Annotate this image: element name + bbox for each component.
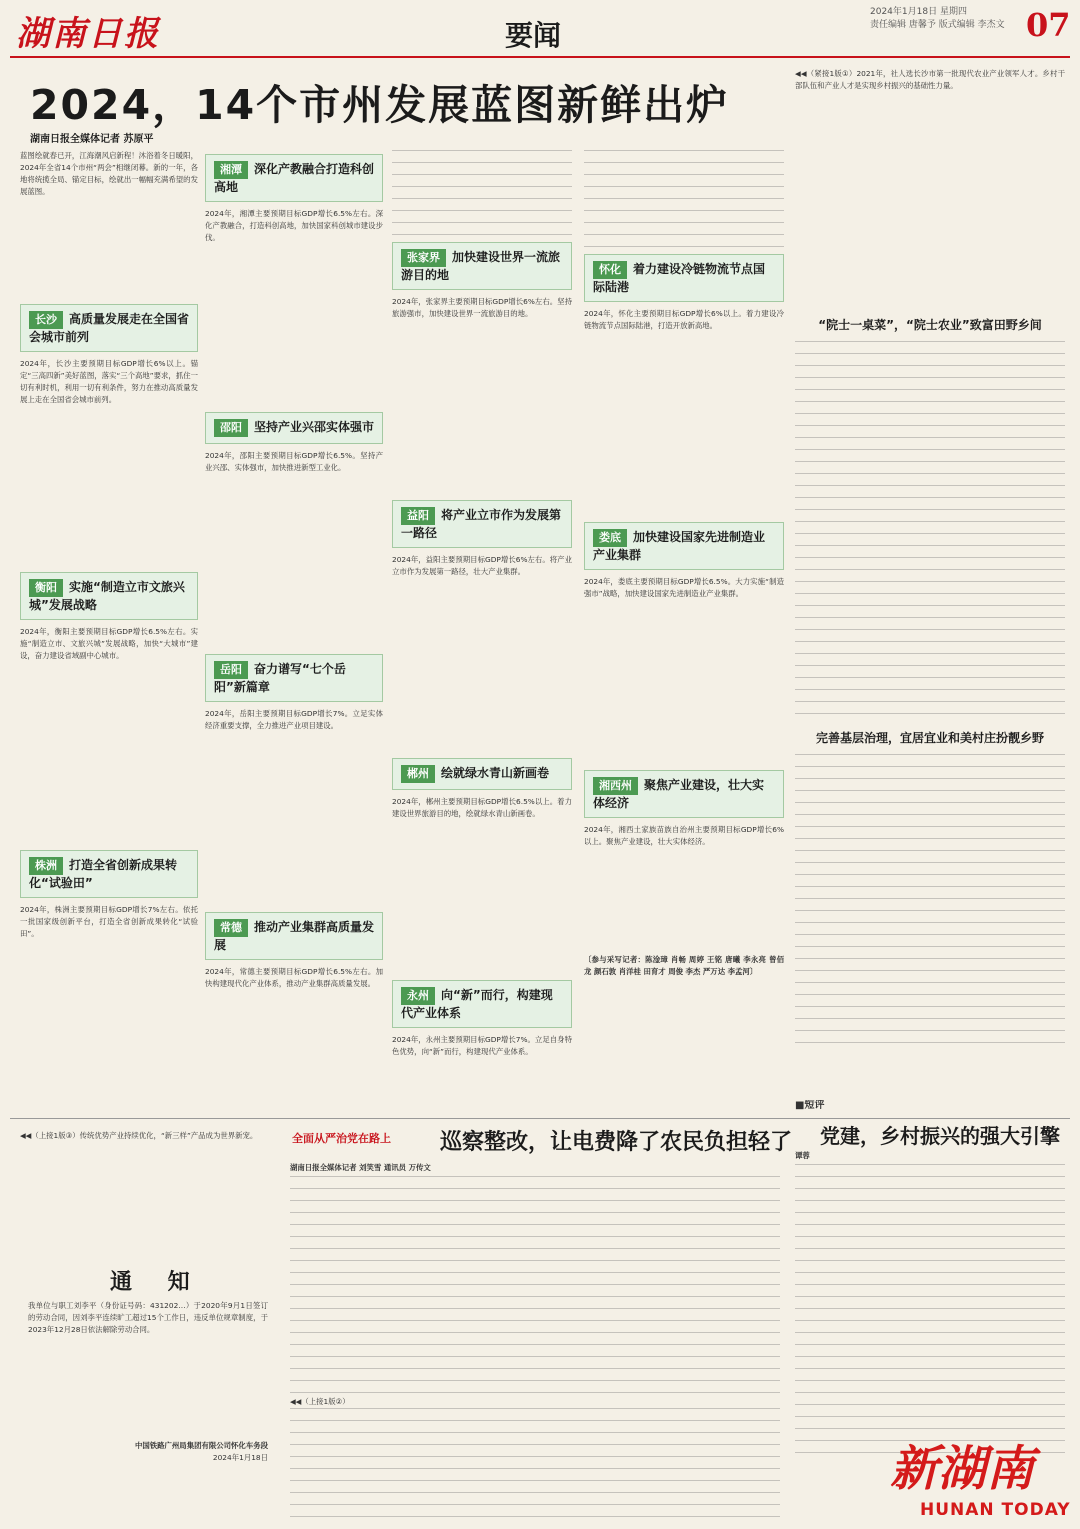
notice-date: 2024年1月18日 (212, 1453, 268, 1462)
article-text-block (795, 341, 1065, 721)
section-zhangjiajie (392, 242, 572, 290)
commentary-box (795, 1100, 1065, 1112)
section-title: 将产业立市作为发展第一路径 (401, 508, 562, 540)
article-text-block (795, 1164, 1065, 1464)
section-chenzhou (392, 758, 572, 790)
continuation-text: ◀◀（紧接1版①）2021年，社人选长沙市第一批现代农业产业领军人才。乡村干部队伍和产业人才是实现乡村振兴的基础性力量。 (795, 69, 1065, 90)
section-title: 聚焦产业建设，壮大实体经济 (593, 778, 765, 810)
city-tag: 怀化 (593, 261, 627, 279)
city-tag: 株洲 (29, 857, 63, 875)
section-text: 2024年，怀化主要预期目标GDP增长6%以上。着力建设冷链物流节点国际陆港，打造开放新高地。 (584, 309, 784, 330)
section-title: 加快建设国家先进制造业产业集群 (593, 530, 766, 562)
section-title: 向“新”而行，构建现代产业体系 (401, 988, 553, 1020)
section-title: 着力建设冷链物流节点国际陆港 (593, 262, 766, 294)
section-text: 2024年，长沙主要预期目标GDP增长6%以上。锚定“三高四新”美好蓝图，落实“三个高地”要求，抓住一切有利时机，利用一切有利条件，努力在推动高质量发展上走在全国省会城市前列。 (20, 359, 198, 404)
section-title: 加快建设世界一流旅游目的地 (401, 250, 561, 282)
bottom-left (20, 1130, 275, 1240)
section-changsha (20, 304, 198, 352)
notice-text: 我单位与职工刘李平（身份证号码：431202…）于2020年9月1日签订的劳动合同，因刘李平连续旷工超过15个工作日，违反单位规章制度，于2023年12月28日依法解除劳动合同。 (28, 1301, 268, 1334)
right-column (795, 68, 1065, 1054)
header-rule (10, 56, 1070, 58)
city-tag: 湘西州 (593, 777, 638, 795)
column-tag: 全面从严治党在路上 (292, 1132, 391, 1145)
section-text: 2024年，永州主要预期目标GDP增长7%。立足自身特色优势，向“新”而行，构建现代产业体系。 (392, 1035, 572, 1056)
column-2 (205, 150, 383, 1056)
column-1 (20, 150, 198, 1074)
subhead-governance: 完善基层治理，宜居宜业和美村庄扮靓乡野 (815, 731, 1044, 745)
city-tag: 常德 (214, 919, 248, 937)
section-title: 高质量发展走在全国省会城市前列 (29, 312, 190, 344)
section-title: 打造全省创新成果转化“试验田” (29, 858, 178, 890)
watermark-logo: 新湖南 (890, 1441, 1035, 1497)
article-text-block (290, 1408, 780, 1518)
city-tag: 岳阳 (214, 661, 248, 679)
section-text: 2024年，邵阳主要预期目标GDP增长6.5%。坚持产业兴邵、实体强市，加快推进新型工业化。 (205, 451, 383, 472)
city-tag: 长沙 (29, 311, 63, 329)
section-zhuzhou (20, 850, 198, 898)
inspection-headline: 巡察整改，让电费降了农民负担轻了 (440, 1130, 793, 1155)
watermark-text: HUNAN TODAY (920, 1500, 1071, 1520)
section-title: 绘就绿水青山新画卷 (441, 766, 550, 780)
city-tag: 邵阳 (214, 419, 248, 437)
main-byline: 湖南日报全媒体记者 苏原平 (30, 134, 154, 145)
continuation-text: ◀◀（上接1版③）传统优势产业持续优化，“新三样”产品成为世界新宠。 (20, 1131, 258, 1140)
section-yongzhou (392, 980, 572, 1028)
city-tag: 益阳 (401, 507, 435, 525)
section-shaoyang (205, 412, 383, 444)
page-number: 07 (1026, 6, 1071, 44)
editor-credits: 责任编辑 唐馨予 版式编辑 李杰文 (870, 20, 1005, 30)
section-yiyang (392, 500, 572, 548)
city-tag: 永州 (401, 987, 435, 1005)
article-text-block (290, 1176, 780, 1396)
column-4 (584, 150, 784, 990)
intro-text: 蓝图绘就春已开，江海潮风启新程！沐浴着冬日暖阳，2024年全省14个市州“两会”相继闭幕。新的一年，各地将统揽全局、锚定目标，绘就出一幅幅充满希望的发展蓝图。 (20, 151, 198, 196)
continuation-text: ◀◀（上接1版②） (290, 1397, 350, 1406)
section-yueyang (205, 654, 383, 702)
city-tag: 湘潭 (214, 161, 248, 179)
section-changde (205, 912, 383, 960)
section-text: 2024年，株洲主要预期目标GDP增长7%左右。依托一批国家级创新平台，打造全省创新成果转化“试验田”。 (20, 905, 198, 938)
section-text: 2024年，张家界主要预期目标GDP增长6%左右。坚持旅游强市，加快建设世界一流旅游目的地。 (392, 297, 572, 318)
section-divider (10, 1118, 1070, 1119)
section-huaihua (584, 254, 784, 302)
section-loudi (584, 522, 784, 570)
masthead (0, 0, 1080, 60)
section-title: 要闻 (505, 19, 562, 52)
main-headline: 2024，14个市州发展蓝图新鲜出炉 (30, 81, 730, 129)
commentary-tag: ■短评 (795, 1100, 825, 1111)
notice-title: 通 知 (110, 1270, 204, 1295)
commentary-body (795, 1150, 1065, 1464)
inspection-byline: 湖南日报全媒体记者 刘笑雪 通讯员 万传文 (290, 1163, 431, 1172)
city-tag: 衡阳 (29, 579, 63, 597)
section-text: 2024年，衡阳主要预期目标GDP增长6.5%左右。实施“制造立市、文旅兴城”发展战略，加快“大城市”建设，奋力建设省域副中心城市。 (20, 627, 198, 660)
section-xiangxi (584, 770, 784, 818)
section-text: 2024年，益阳主要预期目标GDP增长6%左右。将产业立市作为发展第一路径，壮大产业集群。 (392, 555, 572, 576)
article-text-block (392, 150, 572, 238)
commentary-author: 谭蓉 (795, 1151, 810, 1160)
section-title: 坚持产业兴邵实体强市 (254, 420, 375, 434)
section-text: 2024年，常德主要预期目标GDP增长6.5%左右。加快构建现代化产业体系，推动产业集群高质量发展。 (205, 967, 383, 988)
section-text: 2024年，郴州主要预期目标GDP增长6.5%以上。着力建设世界旅游目的地，绘就绿水青山新画卷。 (392, 797, 572, 818)
city-tag: 郴州 (401, 765, 435, 783)
subhead-academician: “院士一桌菜”，“院士农业”致富田野乡间 (818, 318, 1042, 332)
section-title: 奋力谱写“七个岳阳”新篇章 (214, 662, 346, 694)
section-title: 实施“制造立市文旅兴城”发展战略 (29, 580, 185, 612)
section-text: 2024年，湘西土家族苗族自治州主要预期目标GDP增长6%以上。聚焦产业建设，壮大实体经济。 (584, 825, 784, 846)
section-text: 2024年，岳阳主要预期目标GDP增长7%。立足实体经济重要支撑，全力推进产业项目建设。 (205, 709, 383, 730)
section-xiangtan (205, 154, 383, 202)
column-3 (392, 150, 572, 1084)
notice-signer: 中国铁路广州局集团有限公司怀化车务段 (134, 1441, 268, 1450)
section-text: 2024年，娄底主要预期目标GDP增长6.5%。大力实施“制造强市”战略，加快建设国家先进制造业产业集群。 (584, 577, 784, 598)
reporter-credits: 〔参与采写记者：陈淦璋 肖畅 周婷 王铭 唐曦 李永亮 曾佰龙 颜石敦 肖洋桂 田育才 周俊 李杰 严万达 李孟河〕 (584, 955, 784, 976)
article-text-block (795, 754, 1065, 1054)
issue-date: 2024年1月18日 星期四 (870, 7, 967, 17)
section-text: 2024年，湘潭主要预期目标GDP增长6.5%左右。深化产教融合，打造科创高地，加快国家科创城市建设步伐。 (205, 209, 383, 242)
inspection-article (290, 1162, 780, 1518)
city-tag: 张家界 (401, 249, 446, 267)
city-tag: 娄底 (593, 529, 627, 547)
section-title: 深化产教融合打造科创高地 (214, 162, 375, 194)
dateline (870, 6, 1005, 32)
article-text-block (584, 150, 784, 250)
newspaper-logo: 湖南日报 (16, 14, 160, 54)
section-hengyang (20, 572, 198, 620)
commentary-title: 党建，乡村振兴的强大引擎 (820, 1124, 1060, 1148)
section-title: 推动产业集群高质量发展 (214, 920, 375, 952)
notice-box (28, 1300, 268, 1464)
